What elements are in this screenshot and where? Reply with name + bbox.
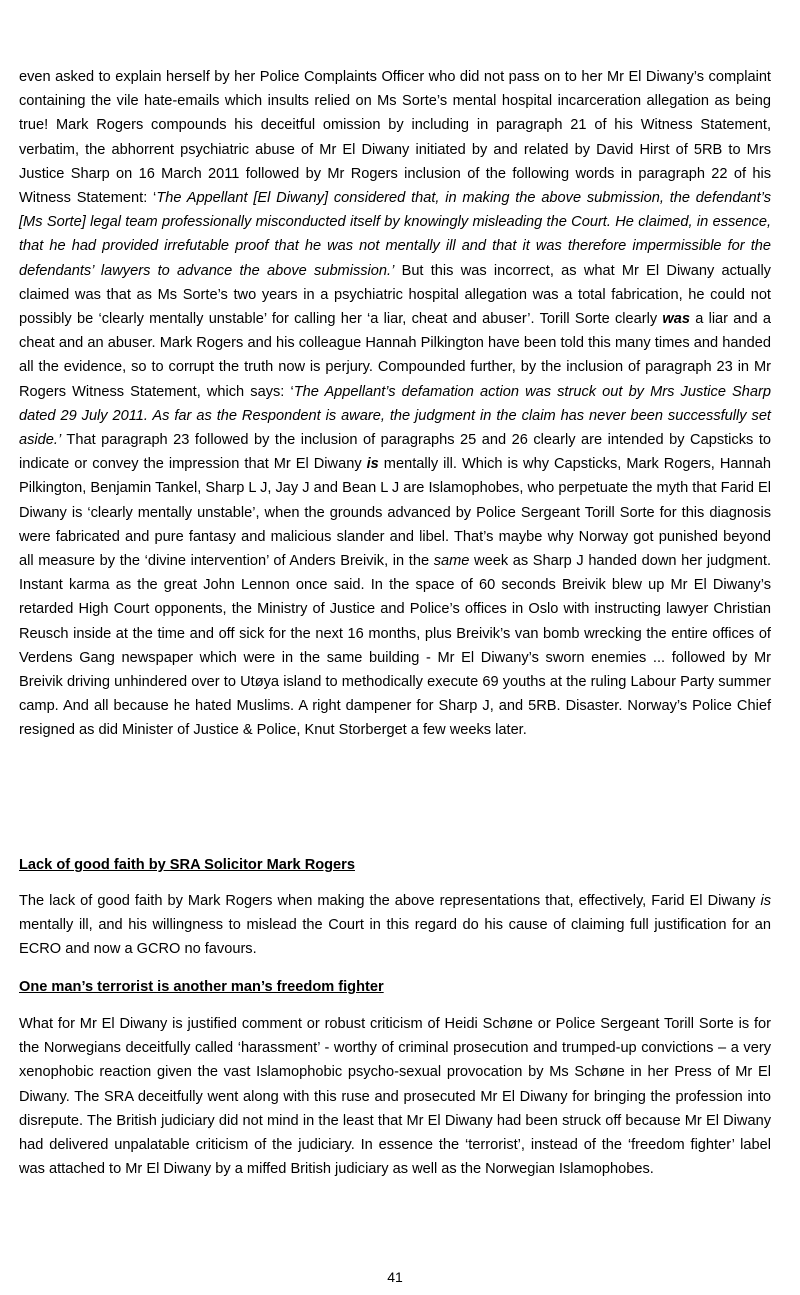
text-run: mentally ill. Which is why Capsticks, Mark Rogers, Hannah Pilkington, Benjamin Tankel, Sharp L J, Jay J and Bean L J are Islamophobes, who perpetuate the myth that Farid El Diwany is ‘clearly mentally unstable’, when the grounds advanced by Police Sergeant Torill Sorte for this diagnosis were fabricated and pure fantasy and malicious slander and libel. That’s maybe why Norway got punished beyond all measure by the ‘divine intervention’ of Anders Breivik, in the	[19, 456, 771, 570]
emphasis-word: is	[366, 456, 379, 473]
paragraph-body-2	[19, 889, 771, 962]
paragraph-body-3: What for Mr El Diwany is justified comment or robust criticism of Heidi Schøne or Police Sergeant Torill Sorte is for the Norwegians deceitfully called ‘harassment’ - worthy of criminal prosecution and trumped-up convictions – a very xenophobic reaction given the vast Islamophobic psycho-sexual provocation by Ms Schøne in her Press of Mr El Diwany. The SRA deceitfully went along with this ruse and prosecuted Mr El Diwany for bringing the profession into disrepute. The British judiciary did not mind in the least that Mr El Diwany had been struck off because Mr El Diwany had delivered unpalatable criticism of the judiciary. In essence the ‘terrorist’, instead of the ‘freedom fighter’ label was attached to Mr El Diwany by a miffed British judiciary as well as the Norwegian Islamophobes.	[19, 1016, 771, 1178]
paragraph-body-1	[19, 65, 771, 743]
emphasis-word: is	[760, 893, 771, 909]
section-heading-terrorist: One man’s terrorist is another man’s freedom fighter	[19, 979, 384, 995]
section-heading-good-faith: Lack of good faith by SRA Solicitor Mark Rogers	[19, 857, 355, 873]
emphasis-word: same	[433, 553, 470, 570]
text-run: mentally ill, and his willingness to mislead the Court in this regard do his cause of claiming full justification for an ECRO and now a GCRO no favours.	[19, 917, 771, 958]
page-number: 41	[387, 1269, 403, 1285]
text-run: even asked to explain herself by her Police Complaints Officer who did not pass on to her Mr El Diwany’s complaint containing the vile hate-emails which insults relied on Ms Sorte’s mental hospital incarceration allegation as being true! Mark Rogers compounds his deceitful omission by including in paragraph 21 of his Witness Statement, verbatim, the abhorrent psychiatric abuse of Mr El Diwany initiated by and related by David Hirst of 5RB to Mrs Justice Sharp on 16 March 2011 followed by Mr Rogers inclusion of the following words in paragraph 22 of his Witness Statement: ‘	[19, 69, 771, 207]
text-run: a liar and a cheat and an abuser. Mark Rogers and his colleague Hannah Pilkington have been told this many times and handed all the evidence, so to corrupt the truth now is perjury. Compounded further, by the inclusion of paragraph 23 in Mr Rogers Witness Statement, which says: ‘	[19, 311, 771, 400]
text-run: week as Sharp J handed down her judgment. Instant karma as the great John Lennon once said. In the space of 60 seconds Breivik blew up Mr El Diwany’s retarded High Court opponents, the Ministry of Justice and Police’s offices in Oslo with instructing lawyer Christian Reusch inside at the time and off sick for the next 16 months, plus Breivik’s van bomb wrecking the entire offices of Verdens Gang newspaper which were in the same building - Mr El Diwany’s sworn enemies ... followed by Mr Breivik driving unhindered over to Utøya island to methodically execute 69 youths at the ruling Labour Party summer camp. And all because he hated Muslims. A right dampener for Sharp J, and 5RB. Disaster. Norway’s Police Chief resigned as did Minister of Justice & Police, Knut Storberget a few weeks later.	[19, 553, 771, 739]
emphasis-word: was	[662, 311, 690, 328]
text-run: The lack of good faith by Mark Rogers when making the above representations that, effectively, Farid El Diwany	[19, 893, 761, 909]
italic-quote: The Appellant’s defamation action was struck out by Mrs Justice Sharp dated 29 July 2011. As far as the Respondent is aware, the judgment in the claim has never been successfully set aside.’	[19, 383, 772, 449]
text-run: That paragraph 23 followed by the inclusion of paragraphs 25 and 26 clearly are intended by Capsticks to indicate or convey the impression that Mr El Diwany	[19, 432, 771, 473]
text-run: But this was incorrect, as what Mr El Diwany actually claimed was that as Ms Sorte’s two years in a psychiatric hospital allegation was a total fabrication, he could not possibly be ‘clearly mentally unstable’ for calling her ‘a liar, cheat and abuser’. Torill Sorte clearly	[19, 262, 771, 328]
italic-quote: The Appellant [El Diwany] considered that, in making the above submission, the defendant’s [Ms Sorte] legal team professionally misconducted itself by knowingly misleading the Court. He claimed, in essence, that he had provided irrefutable proof that he was not mentally ill and that it was therefore impermissible for the defendants’ lawyers to advance the above submission.’	[19, 190, 771, 279]
